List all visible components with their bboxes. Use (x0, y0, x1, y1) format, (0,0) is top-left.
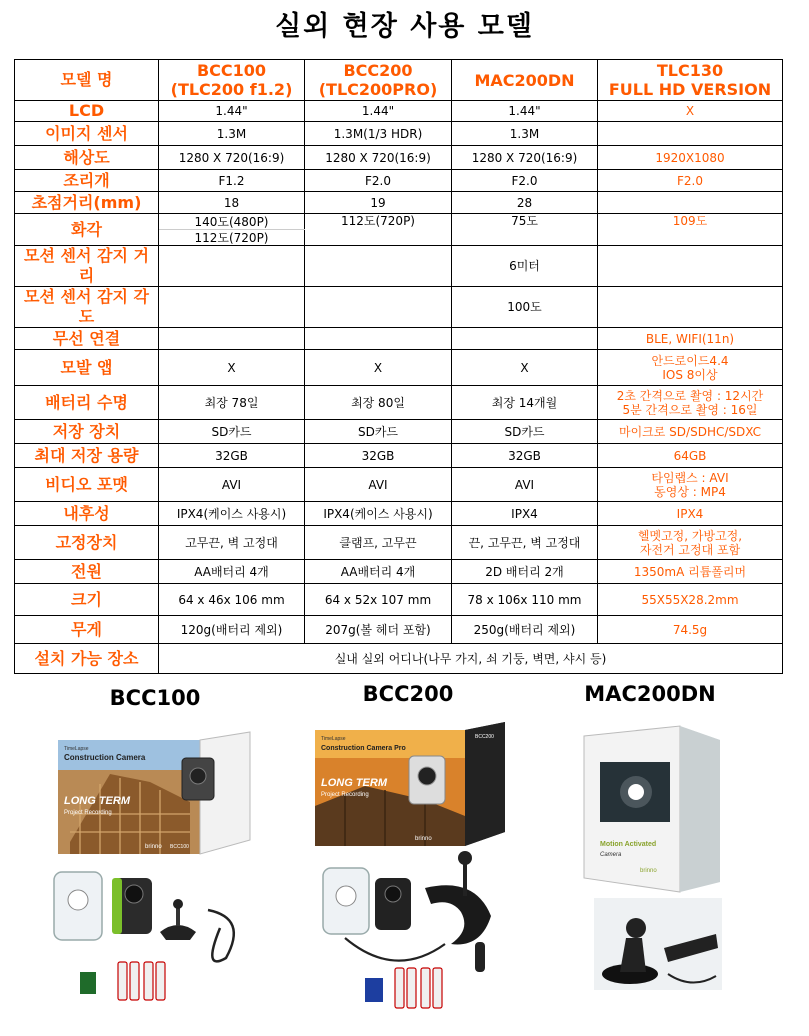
cell-app-mac200dn: X (452, 350, 598, 386)
product-name-mac200dn: MAC200DN (584, 682, 716, 706)
cell-motion-dist-bcc200 (305, 246, 452, 287)
cell-focus-bcc100: 18 (159, 192, 305, 214)
cell-sensor-bcc200: 1.3M(1/3 HDR) (305, 122, 452, 146)
cell-fov-mac200dn: 75도 (452, 214, 598, 246)
cell-capacity-bcc200: 32GB (305, 444, 452, 468)
cell-battery-mac200dn: 최장 14개월 (452, 386, 598, 420)
box-title-text: Construction Camera (64, 753, 146, 762)
row-label: 초점거리(mm) (15, 192, 159, 214)
row-resolution (15, 146, 783, 170)
row-label: 조리개 (15, 170, 159, 192)
row-weight (15, 616, 783, 644)
box-brand-text: TimeLapse (64, 746, 89, 752)
row-focus (15, 192, 783, 214)
cell-aperture-mac200dn: F2.0 (452, 170, 598, 192)
cell-motion-angle-bcc200 (305, 287, 452, 328)
row-app (15, 350, 783, 386)
spec-table (14, 59, 783, 674)
cell-durability-tlc130: IPX4 (598, 502, 783, 526)
row-motion-angle (15, 287, 783, 328)
row-battery (15, 386, 783, 420)
cell-sensor-mac200dn: 1.3M (452, 122, 598, 146)
cell-motion-angle-bcc100 (159, 287, 305, 328)
row-label: 크기 (15, 584, 159, 616)
cell-aperture-bcc200: F2.0 (305, 170, 452, 192)
cell-focus-tlc130 (598, 192, 783, 214)
row-label: 배터리 수명 (15, 386, 159, 420)
row-sensor (15, 122, 783, 146)
cell-lcd-tlc130: X (598, 101, 783, 122)
cell-resolution-tlc130: 1920X1080 (598, 146, 783, 170)
cell-battery-tlc130: 2초 간격으로 촬영 : 12시간 5분 간격으로 촬영 : 16일 (598, 386, 783, 420)
row-label: 고정장치 (15, 526, 159, 560)
cell-weight-mac200dn: 250g(배터리 제외) (452, 616, 598, 644)
cell-size-bcc100: 64 x 46x 106 mm (159, 584, 305, 616)
box-title-text: Motion Activated (600, 841, 657, 848)
mac200dn-product-image (580, 722, 740, 1002)
bcc100-product-image (50, 722, 260, 1012)
model-bcc100: BCC100 (TLC200 f1.2) (159, 60, 305, 101)
cell-mount-tlc130: 헬멧고정, 가방고정, 자전거 고정대 포함 (598, 526, 783, 560)
cell-fov-bcc100: 140도(480P) (159, 214, 305, 230)
row-motion-dist (15, 246, 783, 287)
cell-app-bcc200: X (305, 350, 452, 386)
row-label: 비디오 포맷 (15, 468, 159, 502)
cell-location: 실내 실외 어디나(나무 가지, 쇠 기둥, 벽면, 샤시 등) (159, 644, 783, 674)
row-fov (15, 214, 783, 230)
cell-resolution-mac200dn: 1280 X 720(16:9) (452, 146, 598, 170)
cell-motion-dist-bcc100 (159, 246, 305, 287)
row-location (15, 644, 783, 674)
row-label: 최대 저장 용량 (15, 444, 159, 468)
cell-motion-angle-mac200dn: 100도 (452, 287, 598, 328)
box-sub-text: Camera (600, 852, 622, 858)
cell-wireless-tlc130: BLE, WIFI(11n) (598, 328, 783, 350)
cell-video-tlc130: 타임랩스 : AVI 동영상 : MP4 (598, 468, 783, 502)
box-sub-text: Project Recording (321, 792, 369, 798)
cell-app-tlc130: 안드로이드4.4 IOS 8이상 (598, 350, 783, 386)
row-label: 모션 센서 감지 각도 (15, 287, 159, 328)
row-size (15, 584, 783, 616)
cell-storage-bcc200: SD카드 (305, 420, 452, 444)
row-video (15, 468, 783, 502)
box-model-text: BCC100 (170, 844, 189, 850)
box-tag-text: LONG TERM (321, 777, 387, 789)
row-label: 화각 (15, 214, 159, 246)
cell-resolution-bcc100: 1280 X 720(16:9) (159, 146, 305, 170)
cell-lcd-bcc200: 1.44" (305, 101, 452, 122)
header-row (15, 60, 783, 101)
row-label: 무선 연결 (15, 328, 159, 350)
row-wireless (15, 328, 783, 350)
row-label: 무게 (15, 616, 159, 644)
header-label: 모델 명 (15, 60, 159, 101)
row-label: 저장 장치 (15, 420, 159, 444)
row-label: 전원 (15, 560, 159, 584)
cell-power-tlc130: 1350mA 리튬폴리머 (598, 560, 783, 584)
cell-motion-angle-tlc130 (598, 287, 783, 328)
cell-storage-mac200dn: SD카드 (452, 420, 598, 444)
cell-capacity-mac200dn: 32GB (452, 444, 598, 468)
cell-size-mac200dn: 78 x 106x 110 mm (452, 584, 598, 616)
row-lcd (15, 101, 783, 122)
cell-weight-bcc100: 120g(배터리 제외) (159, 616, 305, 644)
cell-aperture-tlc130: F2.0 (598, 170, 783, 192)
cell-wireless-bcc200 (305, 328, 452, 350)
cell-motion-dist-tlc130 (598, 246, 783, 287)
cell-focus-mac200dn: 28 (452, 192, 598, 214)
cell-aperture-bcc100: F1.2 (159, 170, 305, 192)
cell-size-tlc130: 55X55X28.2mm (598, 584, 783, 616)
cell-power-bcc100: AA배터리 4개 (159, 560, 305, 584)
model-mac200dn: MAC200DN (452, 60, 598, 101)
cell-power-bcc200: AA배터리 4개 (305, 560, 452, 584)
row-mount (15, 526, 783, 560)
cell-motion-dist-mac200dn: 6미터 (452, 246, 598, 287)
cell-mount-bcc200: 클램프, 고무끈 (305, 526, 452, 560)
box-model-text: BCC200 (475, 734, 494, 740)
cell-app-bcc100: X (159, 350, 305, 386)
row-aperture (15, 170, 783, 192)
row-label: 설치 가능 장소 (15, 644, 159, 674)
row-label: 모발 앱 (15, 350, 159, 386)
cell-video-bcc200: AVI (305, 468, 452, 502)
cell-weight-bcc200: 207g(볼 헤더 포함) (305, 616, 452, 644)
box-logo-text: brinno (145, 844, 162, 850)
cell-durability-bcc200: IPX4(케이스 사용시) (305, 502, 452, 526)
cell-mount-bcc100: 고무끈, 벽 고정대 (159, 526, 305, 560)
row-capacity (15, 444, 783, 468)
box-logo-text: brinno (640, 868, 657, 874)
cell-size-bcc200: 64 x 52x 107 mm (305, 584, 452, 616)
cell-mount-mac200dn: 끈, 고무끈, 벽 고정대 (452, 526, 598, 560)
model-bcc200: BCC200 (TLC200PRO) (305, 60, 452, 101)
cell-battery-bcc100: 최장 78일 (159, 386, 305, 420)
cell-wireless-mac200dn (452, 328, 598, 350)
cell-power-mac200dn: 2D 배터리 2개 (452, 560, 598, 584)
cell-capacity-tlc130: 64GB (598, 444, 783, 468)
cell-resolution-bcc200: 1280 X 720(16:9) (305, 146, 452, 170)
cell-weight-tlc130: 74.5g (598, 616, 783, 644)
cell-wireless-bcc100 (159, 328, 305, 350)
box-title-text: Construction Camera Pro (321, 745, 406, 752)
cell-battery-bcc200: 최장 80일 (305, 386, 452, 420)
cell-fov-bcc200: 112도(720P) (305, 214, 452, 246)
cell-fov-bcc100-extra: 112도(720P) (159, 230, 305, 246)
cell-lcd-mac200dn: 1.44" (452, 101, 598, 122)
model-tlc130: TLC130 FULL HD VERSION (598, 60, 783, 101)
cell-storage-tlc130: 마이크로 SD/SDHC/SDXC (598, 420, 783, 444)
cell-durability-mac200dn: IPX4 (452, 502, 598, 526)
cell-sensor-bcc100: 1.3M (159, 122, 305, 146)
cell-fov-tlc130: 109도 (598, 214, 783, 246)
cell-storage-bcc100: SD카드 (159, 420, 305, 444)
bcc200-product-image (305, 716, 515, 1016)
page-title: 실외 현장 사용 모델 (275, 11, 534, 42)
row-label: 해상도 (15, 146, 159, 170)
box-logo-text: brinno (415, 836, 432, 842)
box-sub-text: Project Recording (64, 810, 112, 816)
row-storage (15, 420, 783, 444)
row-label: 이미지 센서 (15, 122, 159, 146)
box-brand-text: TimeLapse (321, 736, 346, 742)
row-label: 모션 센서 감지 거리 (15, 246, 159, 287)
cell-durability-bcc100: IPX4(케이스 사용시) (159, 502, 305, 526)
product-name-bcc200: BCC200 (362, 682, 454, 706)
cell-video-bcc100: AVI (159, 468, 305, 502)
product-name-bcc100: BCC100 (109, 686, 201, 710)
row-power (15, 560, 783, 584)
row-durability (15, 502, 783, 526)
cell-video-mac200dn: AVI (452, 468, 598, 502)
cell-sensor-tlc130 (598, 122, 783, 146)
cell-lcd-bcc100: 1.44" (159, 101, 305, 122)
row-label: LCD (15, 101, 159, 122)
cell-focus-bcc200: 19 (305, 192, 452, 214)
cell-capacity-bcc100: 32GB (159, 444, 305, 468)
box-tag-text: LONG TERM (64, 795, 130, 807)
row-label: 내후성 (15, 502, 159, 526)
